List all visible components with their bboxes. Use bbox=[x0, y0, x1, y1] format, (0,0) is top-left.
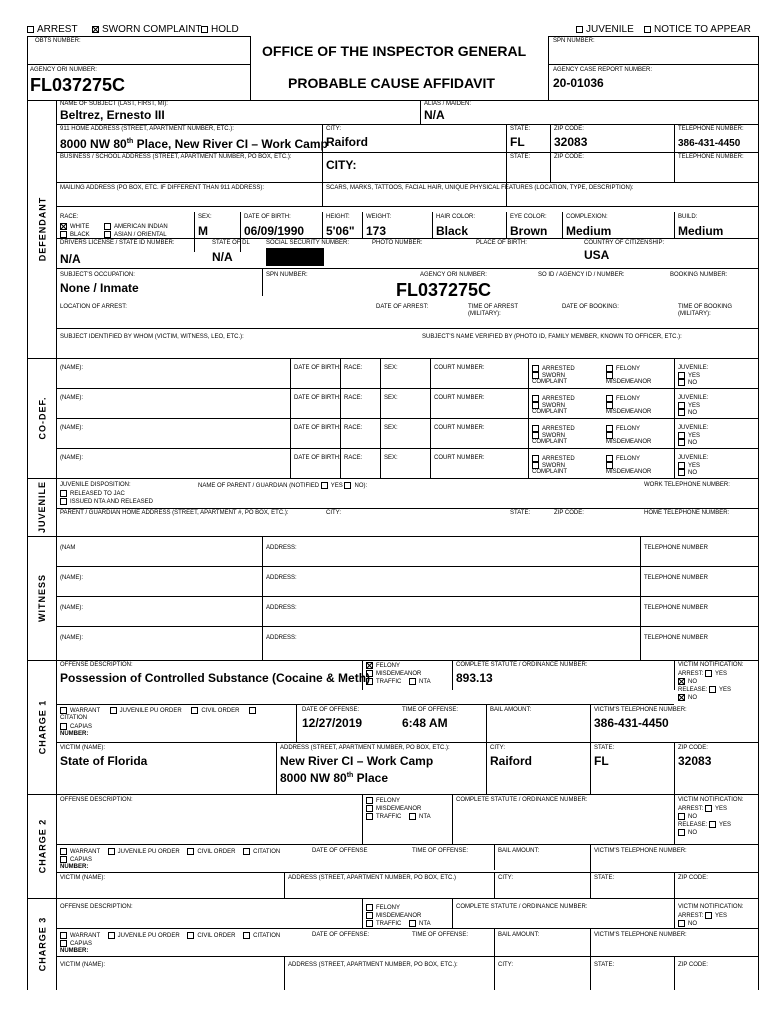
notice-to-appear-check[interactable]: NOTICE TO APPEAR bbox=[644, 24, 751, 36]
c1-desc-value: Possession of Controlled Substance (Cocaine & Meth) bbox=[60, 671, 371, 685]
business-state-label: STATE: bbox=[510, 154, 531, 160]
c1-victim-label: VICTIM (NAME): bbox=[60, 745, 105, 751]
c1-city-value: Raiford bbox=[490, 754, 532, 768]
codef-juv-yes[interactable]: YES bbox=[678, 432, 700, 440]
c2-arrest-row: ARREST: YES bbox=[678, 806, 728, 813]
alias-value: N/A bbox=[424, 108, 445, 122]
race-white[interactable]: WHITE bbox=[60, 223, 89, 231]
spn-number-label: SPN NUMBER: bbox=[553, 38, 595, 44]
codef-juv-yes[interactable]: YES bbox=[678, 402, 700, 410]
c1-misd[interactable]: MISDEMEANOR bbox=[366, 670, 421, 678]
race-asian[interactable]: ASIAN / ORIENTAL bbox=[104, 231, 167, 239]
codef-race-label: RACE: bbox=[344, 395, 363, 401]
codef-juvenile-label: JUVENILE: bbox=[678, 425, 709, 431]
phone-value: 386-431-4450 bbox=[678, 138, 741, 149]
subject-name-label: NAME OF SUBJECT (LAST, FIRST, MI): bbox=[60, 101, 168, 107]
codef-sworn[interactable]: SWORN bbox=[532, 402, 565, 410]
c2-statute-label: COMPLETE STATUTE / ORDINANCE NUMBER: bbox=[456, 797, 588, 803]
witness-address-label: ADDRESS: bbox=[266, 605, 297, 611]
codef-sworn[interactable]: SWORN bbox=[532, 462, 565, 470]
arrest-check[interactable]: ARREST bbox=[27, 24, 78, 36]
juv-state-label: STATE: bbox=[510, 510, 531, 516]
state-dl-label: STATE OF DL bbox=[212, 240, 250, 246]
codef-sex-label: SEX: bbox=[384, 395, 398, 401]
agency-case-value: 20-01036 bbox=[553, 76, 604, 90]
c2-time-label: TIME OF OFFENSE: bbox=[412, 848, 469, 854]
parent-label: NAME OF PARENT / GUARDIAN (NOTIFIED YES NO): bbox=[198, 483, 368, 490]
city-value: Raiford bbox=[326, 135, 368, 149]
c1-statute-value: 893.13 bbox=[456, 671, 493, 685]
c2-traffic[interactable]: TRAFFIC NTA bbox=[366, 813, 431, 821]
photo-label: PHOTO NUMBER: bbox=[372, 240, 423, 246]
hold-checkbox[interactable] bbox=[201, 26, 208, 33]
sex-label: SEX: bbox=[198, 214, 212, 220]
c1-warrant-row[interactable]: WARRANT JUVENILE PU ORDER CIVIL ORDER bbox=[60, 707, 259, 715]
build-label: BUILD: bbox=[678, 214, 698, 220]
c2-victim-notif: VICTIM NOTIFICATION: bbox=[678, 797, 744, 803]
dob-value: 06/09/1990 bbox=[244, 224, 305, 238]
codef-misd: MISDEMEANOR bbox=[606, 439, 652, 445]
notice-checkbox[interactable] bbox=[644, 26, 651, 33]
codef-juvenile-label: JUVENILE: bbox=[678, 455, 709, 461]
c3-warrant-row[interactable]: WARRANT JUVENILE PU ORDER CIVIL ORDER CITATION bbox=[60, 932, 280, 940]
form-title: OFFICE OF THE INSPECTOR GENERAL bbox=[262, 43, 527, 59]
juvenile-checkbox[interactable] bbox=[576, 26, 583, 33]
c1-statute-label: COMPLETE STATUTE / ORDINANCE NUMBER: bbox=[456, 662, 588, 668]
codef-felony[interactable]: FELONY bbox=[606, 425, 640, 433]
state-dl-value: N/A bbox=[212, 250, 233, 264]
codef-sex-label: SEX: bbox=[384, 455, 398, 461]
c1-zip-label: ZIP CODE: bbox=[678, 745, 708, 751]
def-agency-ori-label: AGENCY ORI NUMBER: bbox=[420, 272, 487, 278]
scars-label: SCARS, MARKS, TATTOOS, FACIAL HAIR, UNIQUE PHYSICAL FEATURES (LOCATION, TYPE, DESCRIPTION): bbox=[326, 185, 634, 191]
complexion-label: COMPLEXION: bbox=[566, 214, 608, 220]
height-value: 5'06" bbox=[326, 224, 355, 238]
codef-arrested[interactable]: ARRESTED bbox=[532, 365, 575, 373]
c1-release-no: NO bbox=[678, 694, 697, 702]
zip-label: ZIP CODE: bbox=[554, 126, 584, 132]
c1-arrest-no: NO bbox=[678, 678, 697, 686]
booking-date-label: DATE OF BOOKING: bbox=[562, 304, 619, 310]
verified-label: SUBJECT'S NAME VERIFIED BY (PHOTO ID, FAMILY MEMBER, KNOWN TO OFFICER, ETC.): bbox=[422, 334, 682, 340]
codef-juv-no[interactable]: NO bbox=[678, 379, 697, 387]
c3-capias[interactable]: CAPIAS bbox=[60, 940, 92, 948]
c1-vaddr2: 8000 NW 80th Place bbox=[280, 771, 389, 785]
state-value: FL bbox=[510, 135, 525, 149]
height-label: HEIGHT: bbox=[326, 214, 350, 220]
occupation-value: None / Inmate bbox=[60, 281, 139, 295]
codef-dob-label: DATE OF BIRTH: bbox=[294, 425, 341, 431]
c2-victim-label: VICTIM (NAME): bbox=[60, 875, 105, 881]
witness-phone-label: TELEPHONE NUMBER bbox=[644, 575, 709, 581]
obts-number-label: OBTS NUMBER: bbox=[35, 38, 81, 44]
c3-zip-label: ZIP CODE: bbox=[678, 962, 708, 968]
build-value: Medium bbox=[678, 224, 724, 238]
codef-court-label: COURT NUMBER: bbox=[434, 365, 485, 371]
c1-number: NUMBER: bbox=[60, 731, 89, 737]
c2-vaddr-label: ADDRESS (STREET, APARTMENT NUMBER, PO BOX, ETC.) bbox=[288, 875, 457, 881]
identified-label: SUBJECT IDENTIFIED BY WHOM (VICTIM, WITNESS, LEO, ETC.): bbox=[60, 334, 244, 340]
codef-complaint: COMPLAINT bbox=[532, 439, 568, 445]
sworn-complaint-checkbox[interactable] bbox=[92, 26, 99, 33]
juv-released[interactable]: RELEASED TO JAC bbox=[60, 490, 125, 498]
c2-capias[interactable]: CAPIAS bbox=[60, 856, 92, 864]
codef-felony[interactable]: FELONY bbox=[606, 455, 640, 463]
codef-arrested[interactable]: ARRESTED bbox=[532, 395, 575, 403]
zip-value: 32083 bbox=[554, 135, 588, 149]
c3-city-label: CITY: bbox=[498, 962, 514, 968]
c1-bail-label: BAIL AMOUNT: bbox=[490, 707, 532, 713]
phone-label: TELEPHONE NUMBER: bbox=[678, 126, 744, 132]
codef-sex-label: SEX: bbox=[384, 425, 398, 431]
hair-value: Black bbox=[436, 224, 469, 238]
alias-label: ALIAS / MAIDEN: bbox=[424, 101, 472, 107]
form-subtitle: PROBABLE CAUSE AFFIDAVIT bbox=[288, 75, 495, 91]
codef-felony[interactable]: FELONY bbox=[606, 365, 640, 373]
c2-date-label: DATE OF OFFENSE bbox=[312, 848, 368, 854]
home-address: 8000 NW 80th Place, New River CI – Work Camp bbox=[60, 137, 328, 151]
c1-vphone-label: VICTIM'S TELEPHONE NUMBER: bbox=[594, 707, 687, 713]
codef-felony[interactable]: FELONY bbox=[606, 395, 640, 403]
hair-label: HAIR COLOR: bbox=[436, 214, 476, 220]
witness-name-label: (NAME): bbox=[60, 605, 83, 611]
c3-felony[interactable]: FELONY bbox=[366, 904, 400, 912]
c2-city-label: CITY: bbox=[498, 875, 514, 881]
c1-victim-value: State of Florida bbox=[60, 754, 148, 768]
soid-label: SO ID / AGENCY ID / NUMBER: bbox=[538, 272, 625, 278]
c3-victim-notif: VICTIM NOTIFICATION: bbox=[678, 904, 744, 910]
witness-phone-label: TELEPHONE NUMBER bbox=[644, 545, 709, 551]
dl-value: N/A bbox=[60, 252, 81, 266]
codef-juvenile-label: JUVENILE: bbox=[678, 395, 709, 401]
codef-sworn[interactable]: SWORN bbox=[532, 372, 565, 380]
pob-label: PLACE OF BIRTH: bbox=[476, 240, 527, 246]
codef-misd: MISDEMEANOR bbox=[606, 409, 652, 415]
codef-name-label: (NAME): bbox=[60, 365, 83, 371]
c1-vphone-value: 386-431-4450 bbox=[594, 716, 669, 730]
codef-complaint: COMPLAINT bbox=[532, 409, 568, 415]
business-city-label: CITY: bbox=[326, 158, 357, 172]
codef-arrested[interactable]: ARRESTED bbox=[532, 425, 575, 433]
home-phone-label: HOME TELEPHONE NUMBER: bbox=[644, 510, 730, 516]
c1-state-label: STATE: bbox=[594, 745, 615, 751]
c1-traffic[interactable]: TRAFFIC NTA bbox=[366, 678, 431, 686]
c3-date-label: DATE OF OFFENSE: bbox=[312, 932, 370, 938]
c1-time-label: TIME OF OFFENSE: bbox=[402, 707, 459, 713]
c3-arrest-row: ARREST: YES bbox=[678, 913, 728, 920]
c1-date-label: DATE OF OFFENSE: bbox=[302, 707, 360, 713]
codef-race-label: RACE: bbox=[344, 425, 363, 431]
business-phone-label: TELEPHONE NUMBER: bbox=[678, 154, 744, 160]
c3-vaddr-label: ADDRESS (STREET, APARTMENT NUMBER, PO BOX, ETC.): bbox=[288, 962, 458, 968]
codef-name-label: (NAME): bbox=[60, 455, 83, 461]
juv-issued[interactable]: ISSUED NTA AND RELEASED bbox=[60, 498, 153, 506]
c2-zip-label: ZIP CODE: bbox=[678, 875, 708, 881]
c1-felony[interactable]: FELONY bbox=[366, 662, 400, 670]
c2-misd[interactable]: MISDEMEANOR bbox=[366, 805, 421, 813]
codef-juv-yes[interactable]: YES bbox=[678, 372, 700, 380]
work-phone-label: WORK TELEPHONE NUMBER: bbox=[644, 482, 730, 488]
codef-juv-no[interactable]: NO bbox=[678, 439, 697, 447]
c1-citation: CITATION bbox=[60, 715, 88, 721]
sworn-complaint-check[interactable]: SWORN COMPLAINT bbox=[92, 24, 201, 36]
codef-sex-label: SEX: bbox=[384, 365, 398, 371]
dob-label: DATE OF BIRTH: bbox=[244, 214, 291, 220]
c1-state-value: FL bbox=[594, 754, 609, 768]
c3-traffic[interactable]: TRAFFIC NTA bbox=[366, 920, 431, 928]
weight-label: WEIGHT: bbox=[366, 214, 391, 220]
codef-court-label: COURT NUMBER: bbox=[434, 425, 485, 431]
witness-phone-label: TELEPHONE NUMBER bbox=[644, 635, 709, 641]
complexion-value: Medium bbox=[566, 224, 612, 238]
c2-desc-label: OFFENSE DESCRIPTION: bbox=[60, 797, 133, 803]
c3-time-label: TIME OF OFFENSE: bbox=[412, 932, 469, 938]
def-agency-ori-value: FL037275C bbox=[396, 280, 492, 300]
c2-felony[interactable]: FELONY bbox=[366, 797, 400, 805]
codef-juv-no[interactable]: NO bbox=[678, 409, 697, 417]
c1-release-row: RELEASE: YES bbox=[678, 687, 732, 694]
arrest-date-label: DATE OF ARREST: bbox=[376, 304, 429, 310]
c1-desc-label: OFFENSE DESCRIPTION: bbox=[60, 662, 133, 668]
agency-ori-label: AGENCY ORI NUMBER: bbox=[30, 67, 97, 73]
c1-zip-value: 32083 bbox=[678, 754, 712, 768]
arrest-checkbox[interactable] bbox=[27, 26, 34, 33]
c2-arrest-no: NO bbox=[678, 813, 697, 821]
c3-statute-label: COMPLETE STATUTE / ORDINANCE NUMBER: bbox=[456, 904, 588, 910]
eye-value: Brown bbox=[510, 224, 548, 238]
ssn-redaction bbox=[266, 248, 324, 266]
subject-name: Beltrez, Ernesto III bbox=[60, 108, 165, 122]
c3-state-label: STATE: bbox=[594, 962, 615, 968]
codef-complaint: COMPLAINT bbox=[532, 469, 568, 475]
city-label: CITY: bbox=[326, 126, 342, 132]
codef-misd: MISDEMEANOR bbox=[606, 379, 652, 385]
c3-arrest-no: NO bbox=[678, 920, 697, 928]
codef-dob-label: DATE OF BIRTH: bbox=[294, 455, 341, 461]
juvenile-check[interactable]: JUVENILE bbox=[576, 24, 634, 36]
citizenship-label: COUNTRY OF CITIZENSHIP: bbox=[584, 240, 665, 246]
weight-value: 173 bbox=[366, 224, 387, 238]
codef-arrested[interactable]: ARRESTED bbox=[532, 455, 575, 463]
witness-address-label: ADDRESS: bbox=[266, 545, 297, 551]
c1-vaddr-label: ADDRESS (STREET, APARTMENT NUMBER, PO BOX, ETC.): bbox=[280, 745, 450, 751]
c3-desc-label: OFFENSE DESCRIPTION: bbox=[60, 904, 133, 910]
agency-ori-value: FL037275C bbox=[30, 75, 126, 95]
witness-address-label: ADDRESS: bbox=[266, 575, 297, 581]
state-label: STATE: bbox=[510, 126, 531, 132]
c1-capias[interactable]: CAPIAS bbox=[60, 723, 92, 731]
juv-city-label: CITY: bbox=[326, 510, 342, 516]
occupation-label: SUBJECT'S OCCUPATION: bbox=[60, 272, 135, 278]
c3-vphone-label: VICTIM'S TELEPHONE NUMBER: bbox=[594, 932, 687, 938]
witness-name-label: (NAME): bbox=[60, 635, 83, 641]
c2-release-no: NO bbox=[678, 829, 697, 837]
def-spn-label: SPN NUMBER: bbox=[266, 272, 308, 278]
c2-state-label: STATE: bbox=[594, 875, 615, 881]
race-black[interactable]: BLACK bbox=[60, 231, 90, 239]
hold-check[interactable]: HOLD bbox=[201, 24, 239, 36]
juv-disposition-label: JUVENILE DISPOSITION: bbox=[60, 482, 131, 488]
dl-label: DRIVERS LICENSE / STATE ID NUMBER: bbox=[60, 240, 175, 246]
juv-zip-label: ZIP CODE: bbox=[554, 510, 584, 516]
business-zip-label: ZIP CODE: bbox=[554, 154, 584, 160]
codef-dob-label: DATE OF BIRTH: bbox=[294, 395, 341, 401]
business-address-label: BUSINESS / SCHOOL ADDRESS (STREET, APARTMENT NUMBER, PO BOX, ETC.): bbox=[60, 154, 292, 160]
codef-complaint: COMPLAINT bbox=[532, 379, 568, 385]
booking-time-label: TIME OF BOOKING (MILITARY): bbox=[678, 304, 733, 317]
c2-number: NUMBER: bbox=[60, 864, 89, 870]
c1-city-label: CITY: bbox=[490, 745, 506, 751]
mailing-address-label: MAILING ADDRESS (PO BOX, ETC. IF DIFFERENT THAN 911 ADDRESS): bbox=[60, 185, 265, 191]
location-label: LOCATION OF ARREST: bbox=[60, 304, 127, 310]
citizenship-value: USA bbox=[584, 248, 610, 262]
codef-sworn[interactable]: SWORN bbox=[532, 432, 565, 440]
codef-juv-yes[interactable]: YES bbox=[678, 462, 700, 470]
c2-warrant-row[interactable]: WARRANT JUVENILE PU ORDER CIVIL ORDER CITATION bbox=[60, 848, 280, 856]
c1-date-value: 12/27/2019 bbox=[302, 716, 363, 730]
eye-label: EYE COLOR: bbox=[510, 214, 547, 220]
c3-bail-label: BAIL AMOUNT: bbox=[498, 932, 540, 938]
c3-number: NUMBER: bbox=[60, 948, 89, 954]
arrest-time-label: TIME OF ARREST (MILITARY): bbox=[468, 304, 518, 317]
c1-time-value: 6:48 AM bbox=[402, 716, 448, 730]
witness-name-label: (NAME): bbox=[60, 575, 83, 581]
ssn-label: SOCIAL SECURITY NUMBER: bbox=[266, 240, 350, 246]
home-address-label: 911 HOME ADDRESS (STREET, APARTMENT NUMBER, ETC.): bbox=[60, 126, 234, 132]
codef-race-label: RACE: bbox=[344, 455, 363, 461]
c1-arrest-row: ARREST: YES bbox=[678, 671, 728, 678]
witness-name-label: (NAM bbox=[60, 545, 76, 551]
c1-vaddr1: New River CI – Work Camp bbox=[280, 754, 434, 768]
codef-name-label: (NAME): bbox=[60, 425, 83, 431]
agency-case-label: AGENCY CASE REPORT NUMBER: bbox=[553, 67, 653, 73]
codef-misd: MISDEMEANOR bbox=[606, 469, 652, 475]
codef-juvenile-label: JUVENILE: bbox=[678, 365, 709, 371]
codef-dob-label: DATE OF BIRTH: bbox=[294, 365, 341, 371]
c3-victim-label: VICTIM (NAME): bbox=[60, 962, 105, 968]
codef-court-label: COURT NUMBER: bbox=[434, 455, 485, 461]
c2-vphone-label: VICTIM'S TELEPHONE NUMBER: bbox=[594, 848, 687, 854]
witness-phone-label: TELEPHONE NUMBER bbox=[644, 605, 709, 611]
codef-court-label: COURT NUMBER: bbox=[434, 395, 485, 401]
c2-release-row: RELEASE: YES bbox=[678, 822, 732, 829]
codef-name-label: (NAME): bbox=[60, 395, 83, 401]
booking-number-label: BOOKING NUMBER: bbox=[670, 272, 728, 278]
race-american-indian[interactable]: AMERICAN INDIAN bbox=[104, 223, 168, 231]
sex-value: M bbox=[198, 224, 208, 238]
c3-misd[interactable]: MISDEMEANOR bbox=[366, 912, 421, 920]
c2-bail-label: BAIL AMOUNT: bbox=[498, 848, 540, 854]
race-label: RACE: bbox=[60, 214, 79, 220]
codef-juv-no[interactable]: NO bbox=[678, 469, 697, 477]
c1-victim-notif: VICTIM NOTIFICATION: bbox=[678, 662, 744, 668]
parent-address-label: PARENT / GUARDIAN HOME ADDRESS (STREET, APARTMENT #, PO BOX, ETC.): bbox=[60, 510, 289, 516]
witness-address-label: ADDRESS: bbox=[266, 635, 297, 641]
codef-race-label: RACE: bbox=[344, 365, 363, 371]
